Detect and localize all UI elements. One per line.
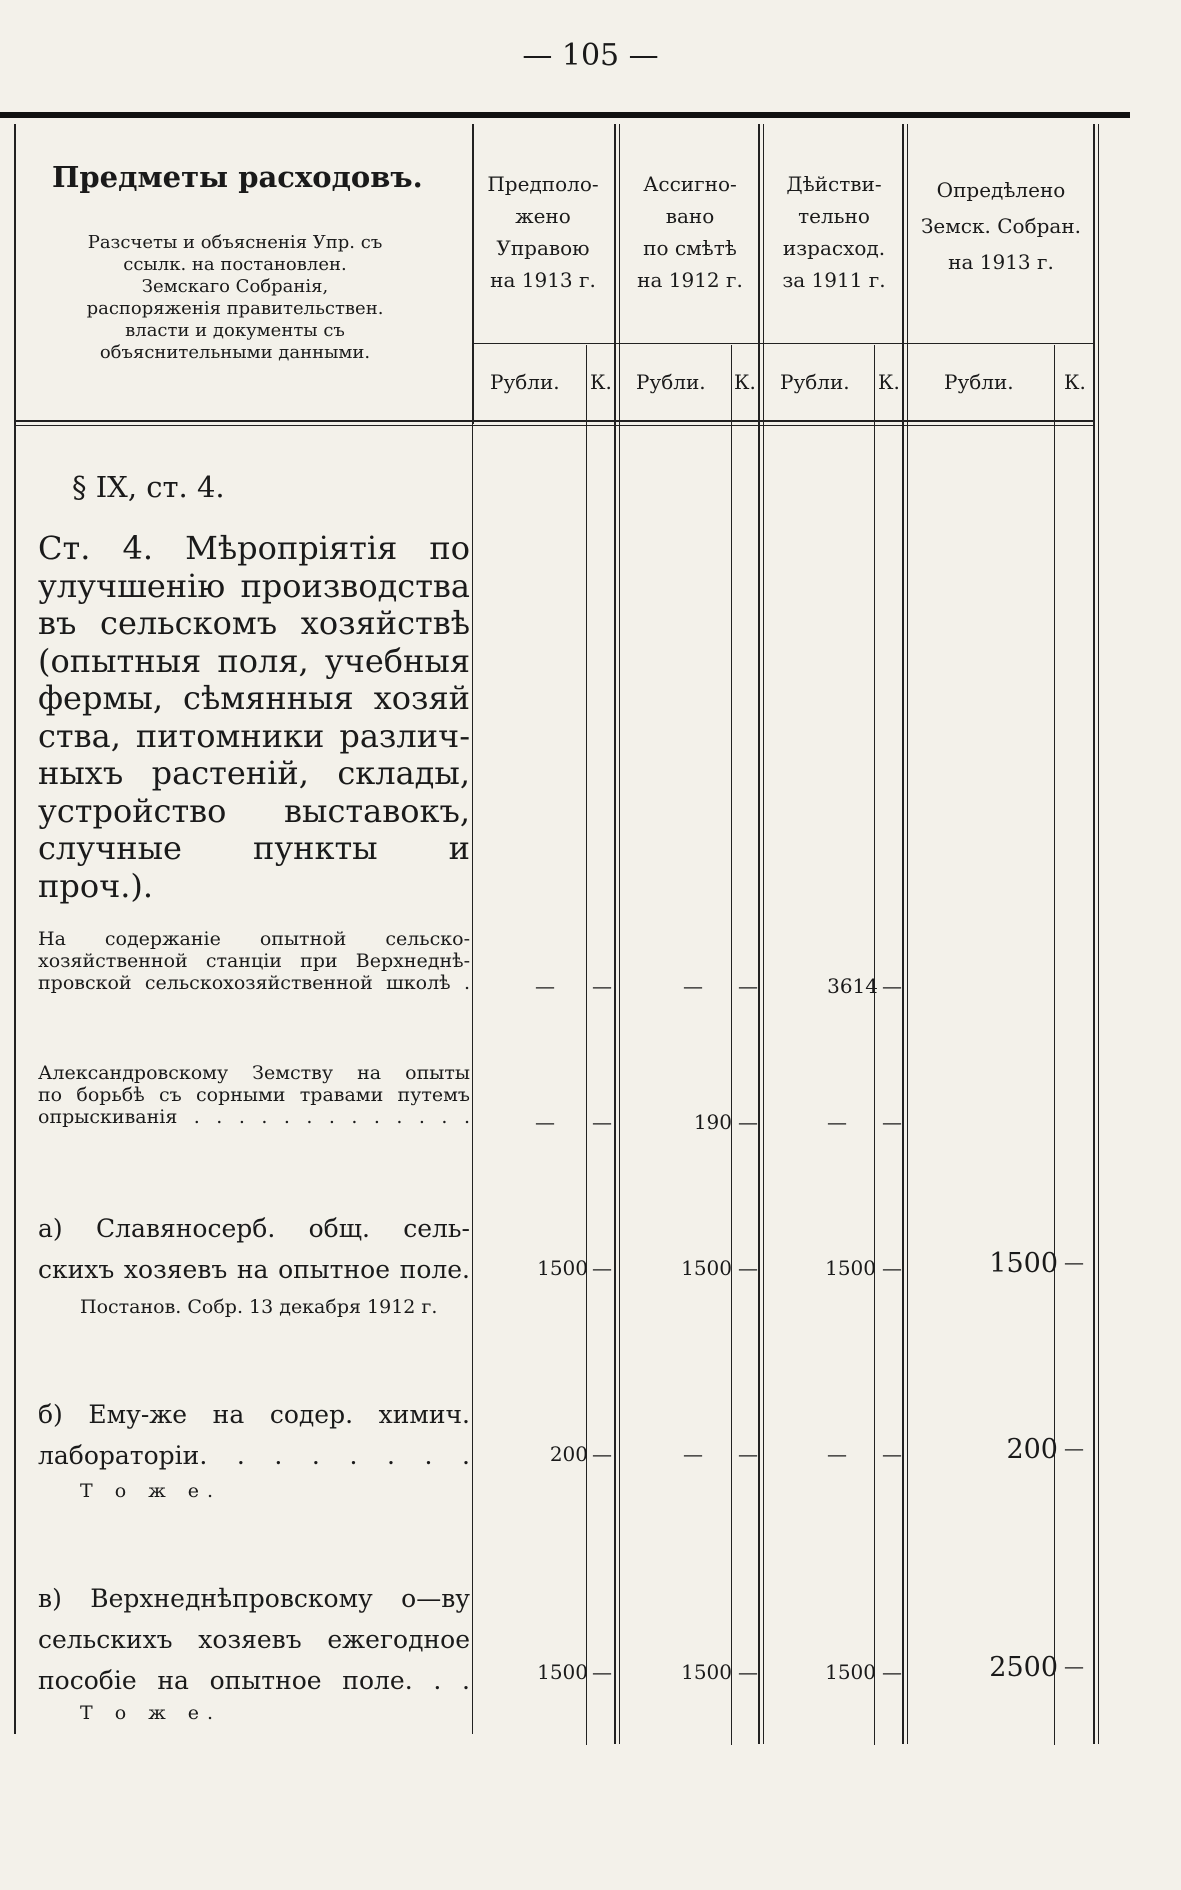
section-heading: § IX, ст. 4. [72,470,225,504]
value-cell: 2500 [989,1652,1058,1683]
value-cell: 1500 [825,1660,876,1684]
header-col-3: Дѣйстви- тельно израсход. за 1911 г. [782,172,886,292]
header-col-1: Предполо- жено Управою на 1913 г. [487,172,599,292]
value-cell: 1500 [825,1256,876,1280]
value-cell: — [882,1256,902,1280]
value-cell: — [827,1442,847,1466]
article-text: Ст. 4. Мѣропріятія по улучшенію производства въ сельскомъ хозяйствѣ (опытныя поля, учебныя фермы, сѣмянныя хозяй ства, питомники различ- ныхъ растеній, склады, устройство выставокъ, случные пункты и проч.). [38,529,470,905]
value-cell: — [738,1442,758,1466]
entry-3-note: Постанов. Собр. 13 декабря 1912 г. [80,1296,438,1318]
entry-1-text: На содержаніе опытной сельско- хозяйственной станціи при Верхнеднѣ- провской сельскохозяйственной школѣ . [38,928,470,994]
value-cell: — [738,1256,758,1280]
entry-5-text: в) Верхнеднѣпровскому о—ву сельскихъ хозяевъ ежегодное пособіе на опытное поле. . . [38,1584,470,1695]
value-cell: 1500 [681,1660,732,1684]
header-col-2: Ассигно- вано по смѣтѣ на 1912 г. [637,172,743,292]
value-cell: — [535,974,555,998]
value-cell: 1500 [537,1256,588,1280]
subheader-kop-1: К. [590,370,612,394]
value-cell: — [738,1110,758,1134]
entry-2-text: Александровскому Земству на опыты по борьбѣ съ сорными травами путемъ опрыскиванія . . . . . . . . . . . . . [38,1062,470,1128]
header-col-4: Опредѣлено Земск. Собран. на 1913 г. [920,178,1082,274]
value-cell: 200 [1006,1434,1058,1465]
value-cell: — [882,974,902,998]
value-cell: 3614 [827,974,878,998]
value-cell: — [592,1110,612,1134]
value-cell: — [592,974,612,998]
value-cell: — [592,1442,612,1466]
value-cell: 200 [549,1442,588,1466]
entry-4-note: Т о ж е. [80,1480,221,1502]
subheader-rub-2: Рубли. [636,370,706,394]
value-cell: 1500 [537,1660,588,1684]
page-number: — 105 — [522,38,659,73]
entry-3-text: а) Славяносерб. общ. сель- скихъ хозяевъ на опытное поле. [38,1214,470,1284]
subheader-kop-4: К. [1064,370,1086,394]
value-cell: — [1064,1654,1084,1678]
value-cell: — [882,1442,902,1466]
value-cell: — [592,1660,612,1684]
value-cell: 1500 [989,1248,1058,1279]
value-cell: — [738,974,758,998]
column-title: Предметы расходовъ. [52,160,423,194]
value-cell: — [1064,1436,1084,1460]
subheader-rub-3: Рубли. [780,370,850,394]
value-cell: — [882,1110,902,1134]
value-cell: — [882,1660,902,1684]
value-cell: 1500 [681,1256,732,1280]
value-cell: — [592,1256,612,1280]
value-cell: — [683,1442,703,1466]
top-rule [0,112,1130,118]
value-cell: — [1064,1250,1084,1274]
value-cell: 190 [693,1110,732,1134]
subheader-rub-4: Рубли. [944,370,1014,394]
entry-5-note: Т о ж е. [80,1702,221,1724]
value-cell: — [683,974,703,998]
subheader-kop-3: К. [878,370,900,394]
subheader-rub-1: Рубли. [490,370,560,394]
subheader-kop-2: К. [734,370,756,394]
value-cell: — [535,1110,555,1134]
value-cell: — [738,1660,758,1684]
value-cell: — [827,1110,847,1134]
column-explanation: Разсчеты и объясненія Упр. съ ссылк. на постановлен. Земскаго Собранія, распоряженія правительствен. власти и документы съ объяснительными данными. [86,232,384,363]
entry-4-text: б) Ему-же на содер. химич. лабораторіи. . . . . . . . [38,1400,470,1470]
